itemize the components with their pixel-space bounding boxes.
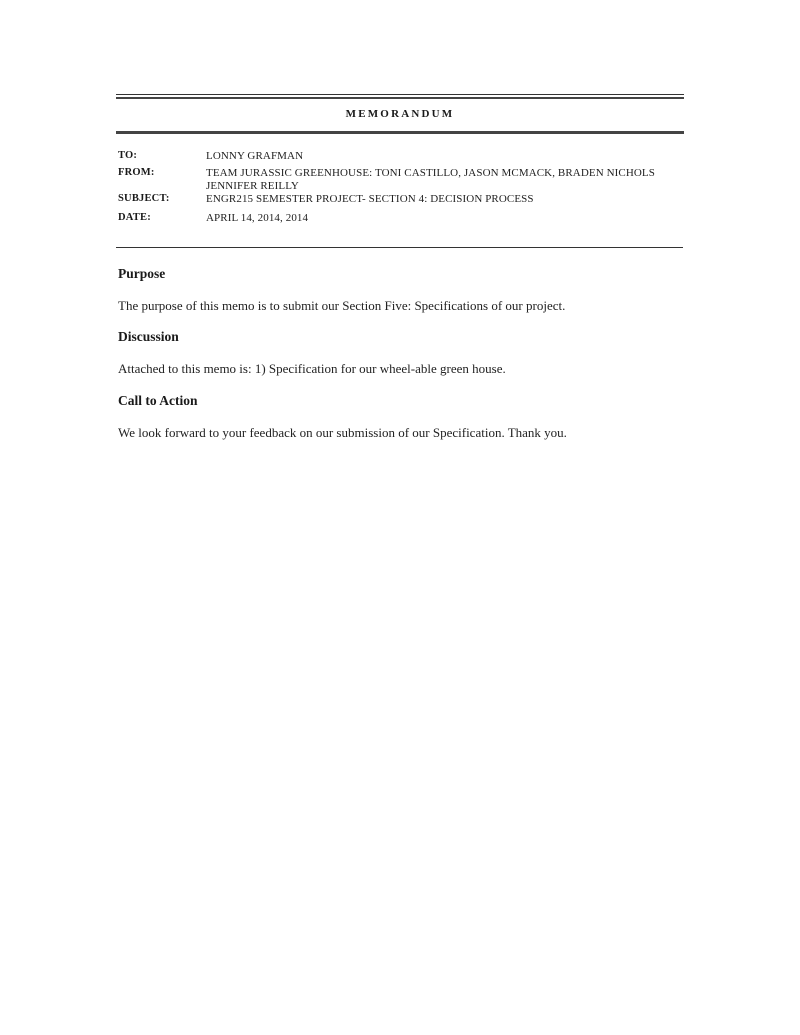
subject-label: SUBJECT: [118,193,170,204]
call-to-action-heading: Call to Action [118,393,198,408]
to-label: TO: [118,150,138,161]
date-label: DATE: [118,212,151,223]
purpose-heading: Purpose [118,266,166,281]
subject-value: ENGR215 SEMESTER PROJECT- SECTION 4: DECISION PROCESS [206,193,534,205]
discussion-heading: Discussion [118,329,179,344]
header-divider [116,247,683,248]
date-value: APRIL 14, 2014, 2014 [206,212,309,224]
memo-title: MEMORANDUM [345,108,455,120]
top-divider-thick [116,97,684,99]
purpose-body: The purpose of this memo is to submit our Section Five: Specifications of our project. [118,298,566,313]
to-value: LONNY GRAFMAN [206,150,304,162]
from-value: TEAM JURASSIC GREENHOUSE: TONI CASTILLO, JASON MCMACK, BRADEN NICHOLS [206,167,655,179]
call-to-action-body: We look forward to your feedback on our submission of our Specification. Thank you. [118,425,567,440]
from-value-line2: JENNIFER REILLY [206,180,299,192]
title-divider [116,131,684,134]
from-label: FROM: [118,167,155,178]
top-divider-thin [116,94,684,95]
discussion-body: Attached to this memo is: 1) Specification for our wheel-able green house. [118,361,506,376]
